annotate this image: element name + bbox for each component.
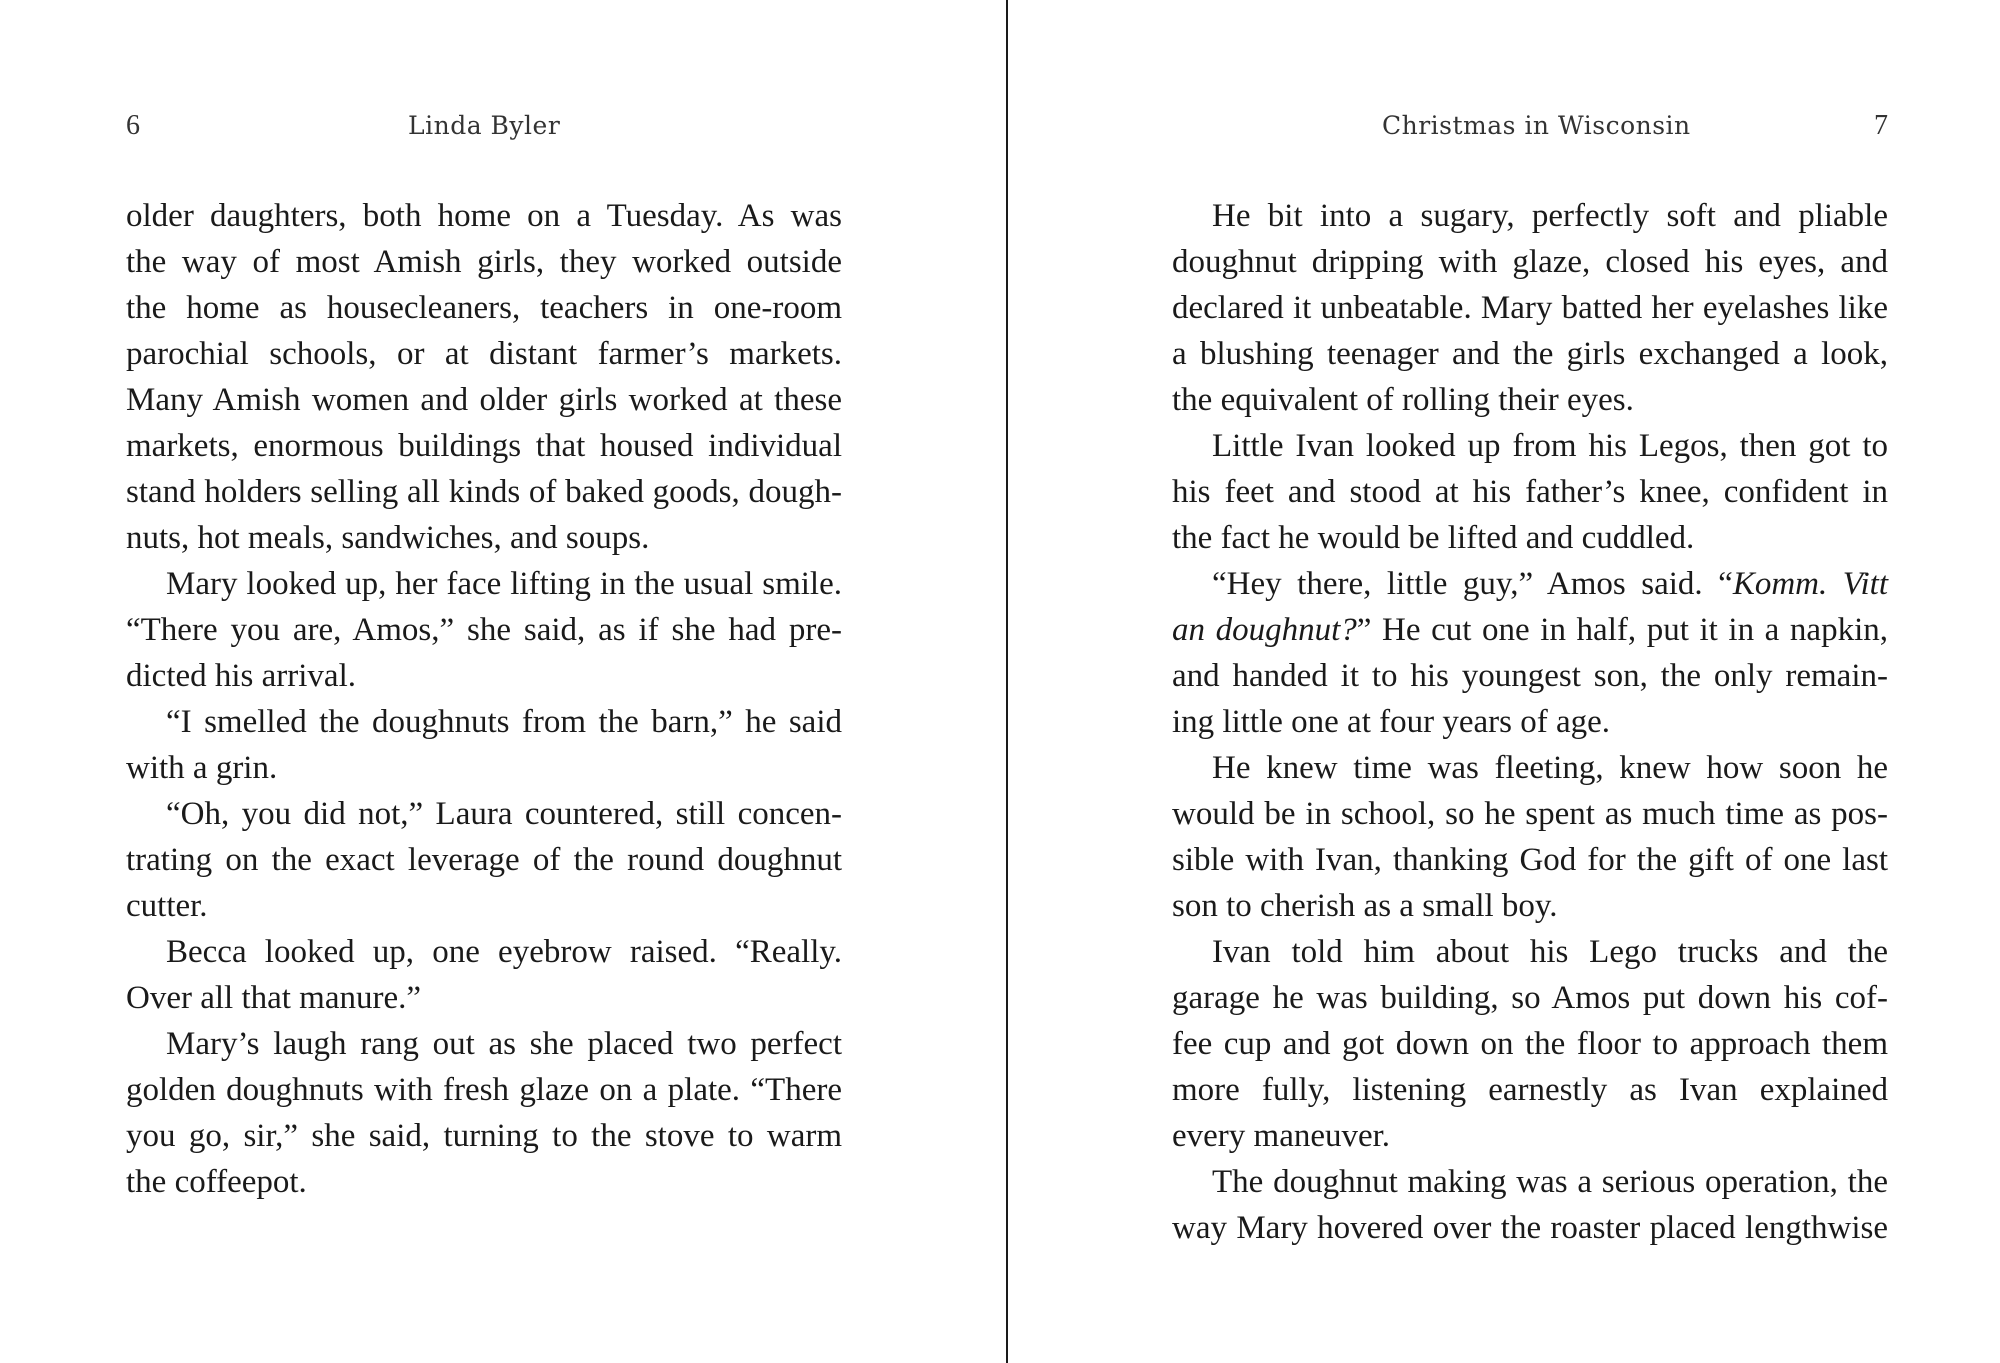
text-line: Becca looked up, one eyebrow raised. “Really. [166,934,842,970]
text-line: markets, enormous buildings that housed individual [126,428,842,464]
page-number: 7 [1874,110,1888,141]
text-line: “Oh, you did not,” Laura countered, still concen- [166,796,842,832]
running-head-book-title: Christmas in Wisconsin [1382,111,1691,140]
right-page [1008,0,2000,1363]
text-line: the fact he would be lifted and cuddled. [1172,520,1695,556]
italic-phrase: an doughnut? [1172,612,1357,648]
text-line: a blushing teenager and the girls exchanged a look, [1172,336,1888,372]
text-line: way Mary hovered over the roaster placed lengthwise [1172,1210,1888,1246]
text-line: golden doughnuts with fresh glaze on a plate. “There [126,1072,842,1108]
page-number: 6 [126,110,140,141]
text-line: the home as housecleaners, teachers in one-room [126,290,842,326]
text-line: sible with Ivan, thanking God for the gift of one last [1172,842,1888,878]
text-line: garage he was building, so Amos put down his cof- [1172,980,1888,1016]
text-line: son to cherish as a small boy. [1172,888,1558,924]
text-line: stand holders selling all kinds of baked goods, dough- [126,474,842,510]
italic-phrase: Komm. Vitt [1732,566,1888,602]
text-line: He bit into a sugary, perfectly soft and pliable [1212,198,1888,234]
text-line [1172,561,1888,607]
text-line: his feet and stood at his father’s knee, confident in [1172,474,1888,510]
text-line: declared it unbeatable. Mary batted her eyelashes like [1172,290,1888,326]
left-page-header [126,108,842,144]
text-line: fee cup and got down on the floor to approach them [1172,1026,1888,1062]
closing-quote: ” [1356,612,1372,648]
text-line: doughnut dripping with glaze, closed his eyes, and [1172,244,1888,280]
right-page-header [1172,108,1888,144]
text-line: the equivalent of rolling their eyes. [1172,382,1634,418]
text-line [1172,607,1888,653]
text-line: would be in school, so he spent as much time as pos- [1172,796,1888,832]
text-line: older daughters, both home on a Tuesday. As was [126,198,842,234]
text-line: every maneuver. [1172,1118,1391,1154]
left-page-body [126,193,842,1205]
text-line: Little Ivan looked up from his Legos, then got to [1212,428,1888,464]
text-line: “I smelled the doughnuts from the barn,” he said [166,704,842,740]
text-line: Mary looked up, her face lifting in the usual smile. [166,566,842,602]
text-line: Mary’s laugh rang out as she placed two perfect [166,1026,842,1062]
text-line: The doughnut making was a serious operation, the [1212,1164,1888,1200]
text-line: Over all that manure.” [126,980,422,1016]
running-head-author: Linda Byler [408,111,561,140]
text-line: and handed it to his youngest son, the only remain- [1172,658,1888,694]
text-line: Many Amish women and older girls worked at these [126,382,842,418]
text-line: dicted his arrival. [126,658,357,694]
right-page-body [1172,193,1888,1251]
text-line: cutter. [126,888,208,924]
text-line: “There you are, Amos,” she said, as if she had pre- [126,612,842,648]
line-text: He cut one in half, put it in a napkin, [1371,612,1888,648]
text-line: with a grin. [126,750,278,786]
text-line: you go, sir,” she said, turning to the stove to warm [126,1118,842,1154]
text-line: trating on the exact leverage of the round doughnut [126,842,842,878]
text-line: the way of most Amish girls, they worked outside [126,244,842,280]
text-line: Ivan told him about his Lego trucks and the [1212,934,1888,970]
text-line: ing little one at four years of age. [1172,704,1611,740]
text-line: parochial schools, or at distant farmer’s markets. [126,336,842,372]
text-line: nuts, hot meals, sandwiches, and soups. [126,520,650,556]
text-line: more fully, listening earnestly as Ivan explained [1172,1072,1888,1108]
line-text: “Hey there, little guy,” Amos said. “ [1212,566,1733,602]
text-line: He knew time was fleeting, knew how soon he [1212,750,1888,786]
text-line: the coffeepot. [126,1164,307,1200]
